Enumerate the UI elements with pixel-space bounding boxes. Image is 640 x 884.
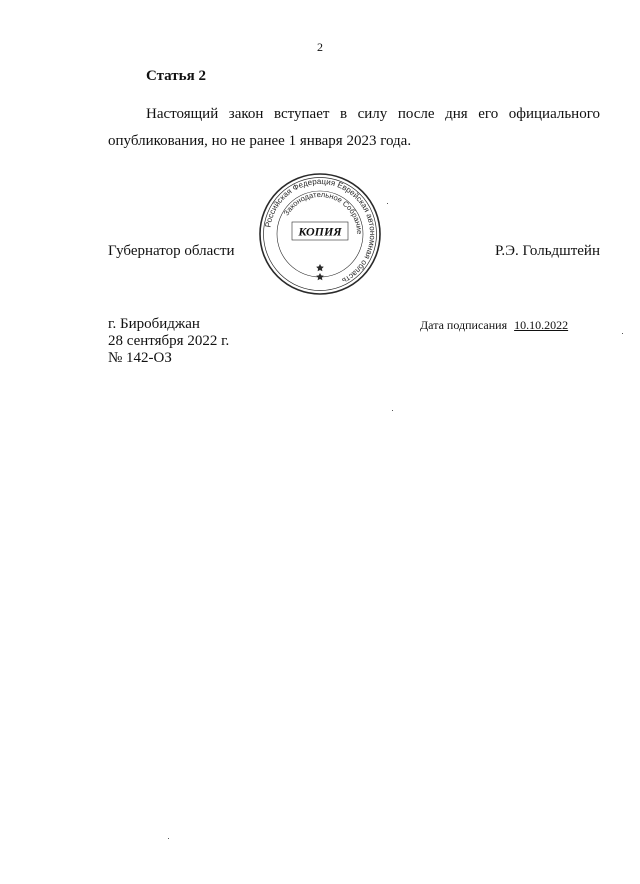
- issue-city: г. Биробиджан: [108, 316, 200, 332]
- official-seal: [258, 172, 382, 296]
- seal-inner-text: Законодательное Собрание: [281, 189, 365, 235]
- page-number: 2: [317, 40, 323, 54]
- scan-speck: [622, 333, 623, 334]
- scan-speck: [392, 410, 393, 411]
- star-icon: [316, 273, 324, 280]
- article-body: Настоящий закон вступает в силу после дня его официального опубликования, но не ранее 1 января 2023 года.: [108, 106, 600, 149]
- scan-speck: [168, 838, 169, 839]
- issue-place-block: [108, 316, 229, 367]
- article-title: Статья 2: [146, 68, 206, 84]
- governor-name: Р.Э. Гольдштейн: [494, 243, 600, 259]
- star-icon: [316, 264, 324, 271]
- issue-date: 28 сентября 2022 г.: [108, 333, 230, 349]
- signing-date-value: 10.10.2022: [514, 318, 569, 332]
- governor-title: Губернатор области: [108, 243, 235, 259]
- signing-date-label: Дата подписания: [420, 318, 508, 332]
- signing-date-block: [420, 318, 568, 333]
- seal-ring-text: Российская Федерация Еврейская автономная область: [263, 176, 378, 286]
- scan-speck: [387, 203, 388, 204]
- law-number: № 142-ОЗ: [108, 350, 172, 366]
- seal-copy-label: КОПИЯ: [298, 224, 342, 239]
